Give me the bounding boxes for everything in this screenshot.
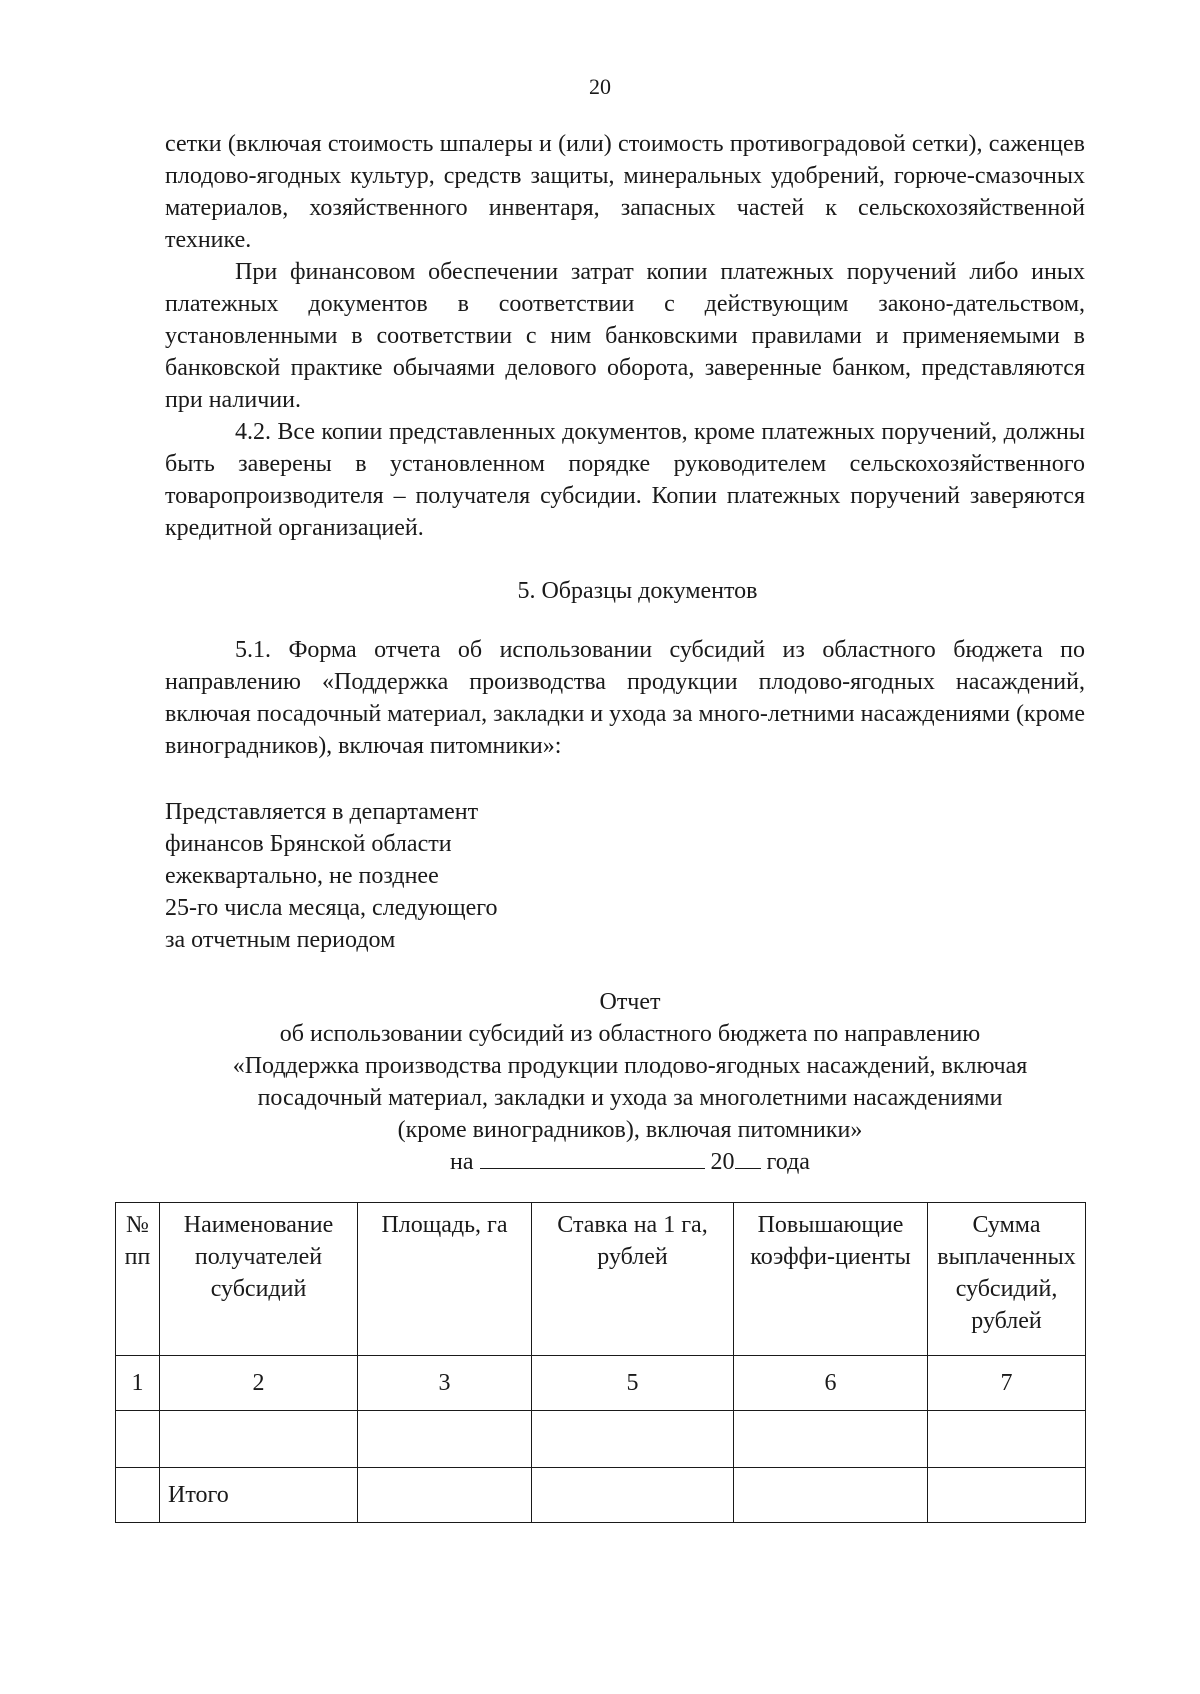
submission-note [165, 796, 498, 956]
table-cell [532, 1468, 734, 1523]
column-header: Площадь, га [358, 1203, 532, 1356]
paragraph: сетки (включая стоимость шпалеры и (или) стоимость противоградовой сетки), саженцев плодово-ягодных культур, средств защиты, минеральных удобрений, горюче-смазочных материалов, хозяйственного инвентаря, запасных частей к сельскохозяйственной технике. [165, 131, 1085, 253]
submission-note-line: ежеквартально, не позднее [165, 863, 439, 889]
column-header: Повышающие коэффи-циенты [734, 1203, 928, 1356]
total-row [116, 1468, 1086, 1523]
table-cell [160, 1411, 358, 1468]
report-title-line: об использовании субсидий из областного бюджета по направлению [279, 1021, 981, 1047]
section-heading: 5. Образцы документов [517, 578, 758, 604]
period-prefix: на [450, 1149, 474, 1175]
table-cell [734, 1411, 928, 1468]
report-title-line: посадочный материал, закладки и ухода за многолетними насаждениями [257, 1085, 1003, 1111]
report-title-line: (кроме виноградников), включая питомники» [397, 1117, 863, 1143]
table-cell [358, 1411, 532, 1468]
paragraph: При финансовом обеспечении затрат копии платежных поручений либо иных платежных документов в соответствии с действующим законо-дательством, установленными в соответствии с ним банковскими правилами и применяемыми в банковской практике обычаями делового оборота, заверенные банком, представляются при наличии. [165, 259, 1085, 413]
page-number: 20 [589, 74, 611, 99]
body-text [165, 128, 1085, 544]
column-number: 3 [358, 1356, 532, 1411]
column-number-row [116, 1356, 1086, 1411]
column-number: 6 [734, 1356, 928, 1411]
period-blank-line [480, 1146, 705, 1169]
table-cell [116, 1468, 160, 1523]
table-cell [928, 1468, 1086, 1523]
column-number: 1 [116, 1356, 160, 1411]
column-header: Наименование получателей субсидий [160, 1203, 358, 1356]
column-header: Ставка на 1 га, рублей [532, 1203, 734, 1356]
paragraph: 4.2. Все копии представленных документов, кроме платежных поручений, должны быть заверены в установленном порядке руководителем сельскохозяйственного товаропроизводителя – получателя субсидии. Копии платежных поручений заверяются кредитной организацией. [165, 419, 1085, 541]
submission-note-line: за отчетным периодом [165, 927, 396, 953]
report-title-heading: Отчет [599, 989, 661, 1015]
report-title-line: «Поддержка производства продукции плодово-ягодных насаждений, включая [232, 1053, 1028, 1079]
table-cell [532, 1411, 734, 1468]
column-header: № пп [116, 1203, 160, 1356]
table-cell [928, 1411, 1086, 1468]
submission-note-line: 25-го числа месяца, следующего [165, 895, 498, 921]
report-title [150, 986, 1110, 1178]
period-year: 20 [710, 1149, 735, 1175]
table-row [116, 1411, 1086, 1468]
report-period [150, 1146, 1110, 1178]
period-suffix: года [766, 1149, 810, 1175]
form-intro: 5.1. Форма отчета об использовании субсидий из областного бюджета по направлению «Поддержка производства продукции плодово-ягодных насаждений, включая посадочный материал, закладки и ухода за много-летними насаждениями (кроме виноградников), включая питомники»: [165, 637, 1085, 759]
column-number: 2 [160, 1356, 358, 1411]
submission-note-line: Представляется в департамент [165, 799, 479, 825]
table-cell [116, 1411, 160, 1468]
column-header: Сумма выплаченных субсидий, рублей [928, 1203, 1086, 1356]
column-number: 7 [928, 1356, 1086, 1411]
submission-note-line: финансов Брянской области [165, 831, 452, 857]
column-number: 5 [532, 1356, 734, 1411]
report-table [115, 1202, 1086, 1523]
table-cell [358, 1468, 532, 1523]
table-cell [734, 1468, 928, 1523]
period-year-blank [735, 1146, 761, 1169]
total-label: Итого [160, 1468, 358, 1523]
table-header-row [116, 1203, 1086, 1356]
